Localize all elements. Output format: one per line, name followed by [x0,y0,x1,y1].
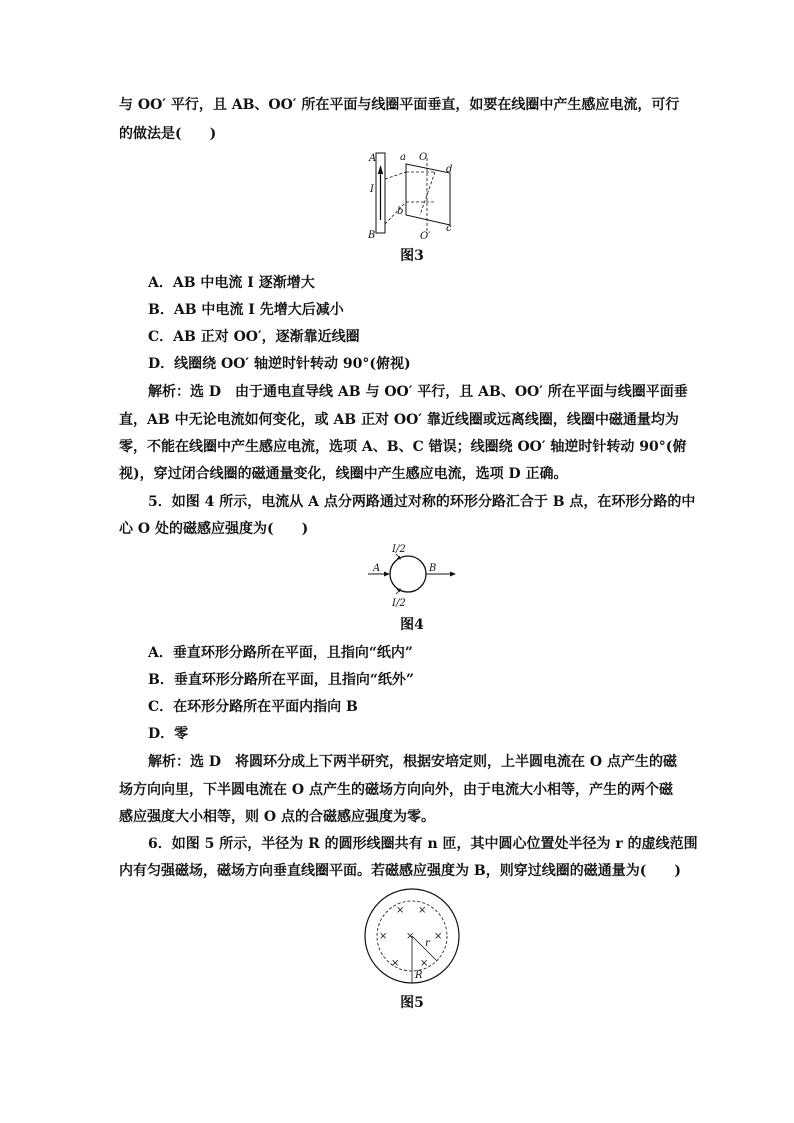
figure-5 [362,886,462,986]
fig5-cross-5: × [434,931,443,942]
q5-analysis-line-2: 场方向向里，下半圆电流在 O 点产生的磁场方向向外，由于电流大小相等，产生的两个磁 [119,782,673,798]
q4-analysis-line-2: 直，AB 中无论电流如何变化，或 AB 正对 OO′ 靠近线圈或远离线圈，线圈中磁通量均为 [119,412,679,428]
q6-stem-line-2: 内有匀强磁场，磁场方向垂直线圈平面。若磁感应强度为 B，则穿过线圈的磁通量为( ) [119,863,681,879]
q5-option-a: A．垂直环形分路所在平面，且指向“纸内” [148,645,413,661]
fig3-label-b: b [397,206,404,217]
fig5-cross-4: × [406,931,415,942]
fig4-label-bottom: I/2 [392,598,406,608]
fig3-label-d: d [446,164,453,175]
fig3-label-c: c [446,223,452,234]
q5-option-c: C．在环形分路所在平面内指向 B [148,699,358,715]
q6-stem-line-1: 6．如图 5 所示，半径为 R 的圆形线圈共有 n 匝，其中圆心位置处半径为 r 的虚线范围 [148,836,698,852]
q4-analysis-line-3: 零，不能在线圈中产生感应电流，选项 A、B、C 错误；线圈绕 OO′ 轴逆时针转动 90°(俯 [119,439,687,455]
fig3-label-I: I [370,184,374,195]
q4-option-c: C．AB 正对 OO′，逐渐靠近线圈 [148,329,360,345]
fig5-cross-6: × [391,958,400,969]
fig3-label-O-prime: O′ [420,231,431,240]
fig3-label-O: O [419,152,428,163]
q5-analysis-line-3: 感应强度大小相等，则 O 点的合磁感应强度为零。 [119,809,435,825]
fig3-label-a: a [400,152,406,163]
fig4-label-A: A [373,563,381,574]
q4-option-a: A．AB 中电流 I 逐渐增大 [148,275,315,291]
q5-option-b: B．垂直环形分路所在平面，且指向“纸外” [148,672,414,688]
fig5-cross-2: × [418,905,427,916]
fig5-cross-3: × [379,931,388,942]
q4-analysis-line-1: 解析：选 D 由于通电直导线 AB 与 OO′ 平行，且 AB、OO′ 所在平面与线圈平面垂 [148,384,688,400]
q4-stem-line-2: 的做法是( ) [119,126,217,142]
q4-stem-line-1: 与 OO′ 平行，且 AB、OO′ 所在平面与线圈平面垂直，如要在线圈中产生感应电流，可行 [119,97,680,113]
q5-analysis-line-1: 解析：选 D 将圆环分成上下两半研究，根据安培定则，上半圆电流在 O 点产生的磁 [148,754,677,770]
figure-4 [364,542,460,608]
fig5-label-R: R [415,970,423,981]
fig3-label-A: A [369,153,377,164]
fig5-cross-7: × [420,958,429,969]
q5-stem-line-2: 心 O 处的磁感应强度为( ) [119,521,309,537]
fig3-label-B: B [368,230,376,240]
fig4-label-top: I/2 [392,544,406,555]
fig5-cross-1: × [396,905,405,916]
q4-option-d: D．线圈绕 OO′ 轴逆时针转动 90°(俯视) [148,356,411,372]
figure-4-caption: 图4 [400,617,424,633]
figure-3-caption: 图3 [400,248,424,264]
figure-5-caption: 图5 [400,995,424,1011]
fig5-label-r: r [425,938,430,949]
q4-analysis-line-4: 视)，穿过闭合线圈的磁通量变化，线圈中产生感应电流，选项 D 正确。 [119,466,568,482]
figure-3 [360,150,470,240]
q5-option-d: D．零 [148,726,189,742]
fig4-label-B: B [429,563,437,574]
q4-option-b: B．AB 中电流 I 先增大后减小 [148,302,344,318]
q5-stem-line-1: 5．如图 4 所示，电流从 A 点分两路通过对称的环形分路汇合于 B 点，在环形分路的中 [148,494,696,510]
